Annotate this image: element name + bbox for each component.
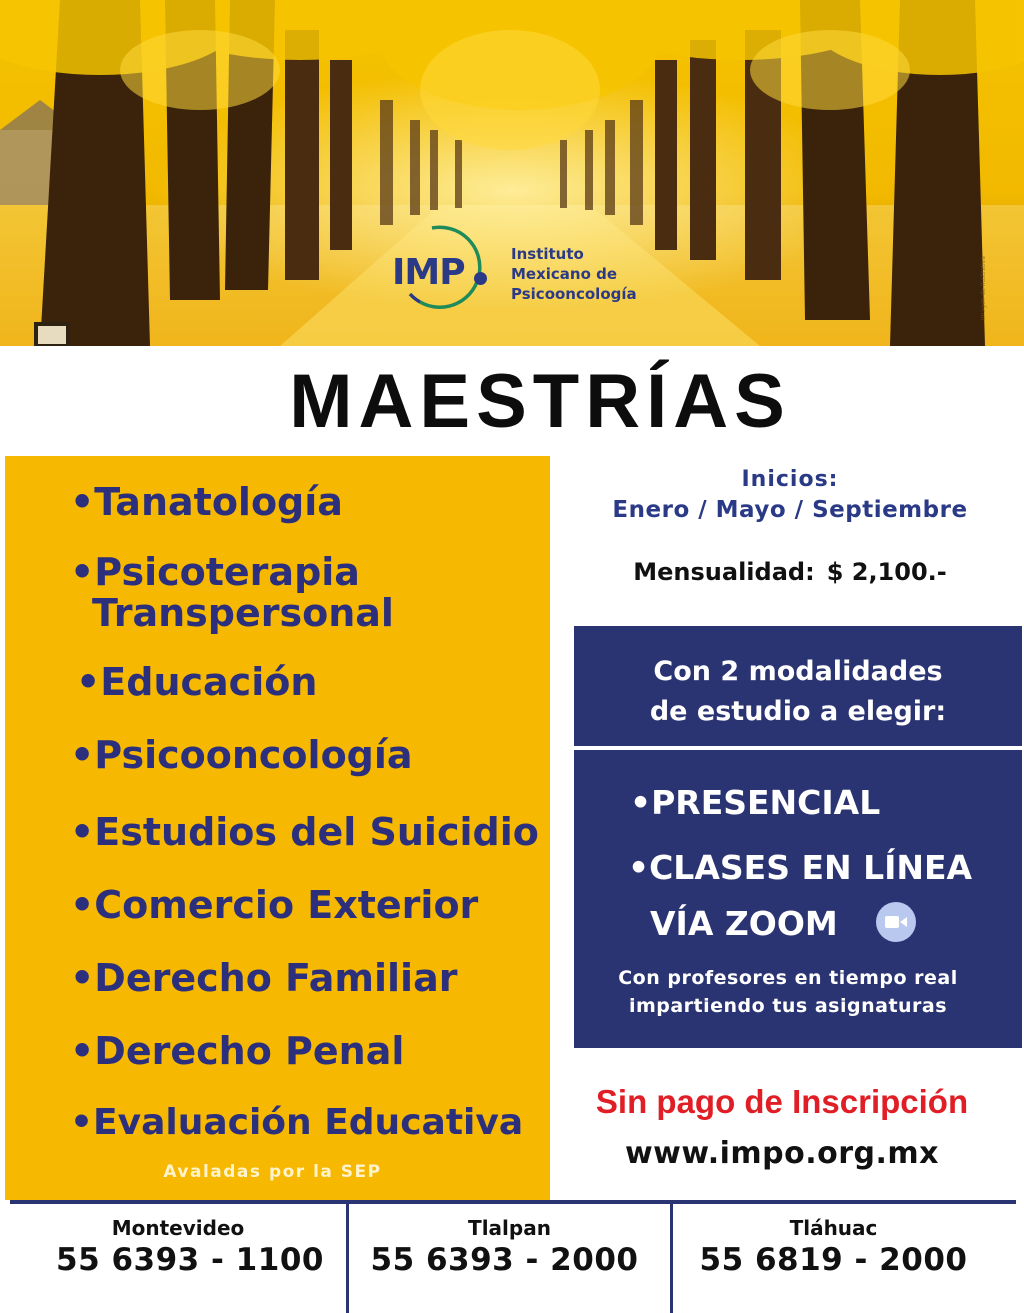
institute-name-line: Psicooncología	[511, 285, 637, 303]
program-item: •Psicoterapia	[70, 550, 360, 594]
program-item: •Comercio Exterior	[70, 883, 479, 927]
monthly-fee	[560, 558, 1020, 586]
program-item: •Psicooncología	[70, 733, 413, 777]
modality-option: VÍA ZOOM	[650, 904, 838, 943]
modalities-heading	[574, 652, 1022, 732]
program-item: •Derecho Penal	[70, 1029, 405, 1073]
branch-name: Montevideo	[111, 1216, 245, 1240]
program-item: •Evaluación Educativa	[70, 1102, 524, 1143]
institute-name-line: Instituto	[511, 245, 584, 263]
branch-name: Tlalpan	[468, 1216, 551, 1240]
program-item: •Tanatología	[70, 480, 343, 524]
program-item-continuation: Transpersonal	[92, 591, 394, 635]
modality-option: •CLASES EN LÍNEA	[628, 848, 973, 887]
modalities-heading-line: de estudio a elegir:	[649, 696, 947, 727]
page-title: MAESTRÍAS	[289, 359, 791, 444]
branch-name: Tláhuac	[789, 1216, 878, 1240]
photo-credit: Imagen de ilustrativa	[980, 256, 987, 320]
start-dates-months: Enero / Mayo / Septiembre	[612, 497, 968, 523]
program-item: •Estudios del Suicidio	[70, 810, 539, 854]
branch-phone[interactable]: 55 6819 - 2000	[699, 1242, 968, 1278]
program-item: •Derecho Familiar	[70, 956, 458, 1000]
monthly-fee-amount: $ 2,100.-	[826, 558, 947, 586]
teachers-note-line: Con profesores en tiempo real	[618, 967, 958, 989]
logo-dot	[474, 272, 487, 285]
institute-name	[511, 244, 701, 304]
program-item: •Educación	[76, 660, 318, 704]
branch-phone[interactable]: 55 6393 - 2000	[370, 1242, 639, 1278]
monthly-fee-label: Mensualidad:	[633, 558, 815, 586]
start-dates-label: Inicios:	[741, 467, 839, 492]
imp-logo	[390, 222, 690, 312]
modalities-heading-line: Con 2 modalidades	[653, 656, 943, 687]
modality-option: •PRESENCIAL	[630, 783, 881, 822]
teachers-note	[574, 964, 1002, 1020]
website-link[interactable]: www.impo.org.mx	[624, 1136, 940, 1171]
footer-top-border	[10, 1200, 1016, 1204]
branch-phone[interactable]: 55 6393 - 1100	[56, 1242, 324, 1278]
hero-photo	[0, 0, 1024, 346]
video-camera-icon	[885, 914, 907, 930]
institute-name-line: Mexicano de	[511, 265, 618, 283]
logo-wordmark: IMP	[392, 252, 465, 293]
sep-accreditation-note: Avaladas por la SEP	[163, 1162, 382, 1182]
no-enrollment-fee-promo: Sin pago de Inscripción	[595, 1083, 969, 1120]
teachers-note-line: impartiendo tus asignaturas	[628, 995, 948, 1017]
zoom-video-icon	[876, 902, 916, 942]
